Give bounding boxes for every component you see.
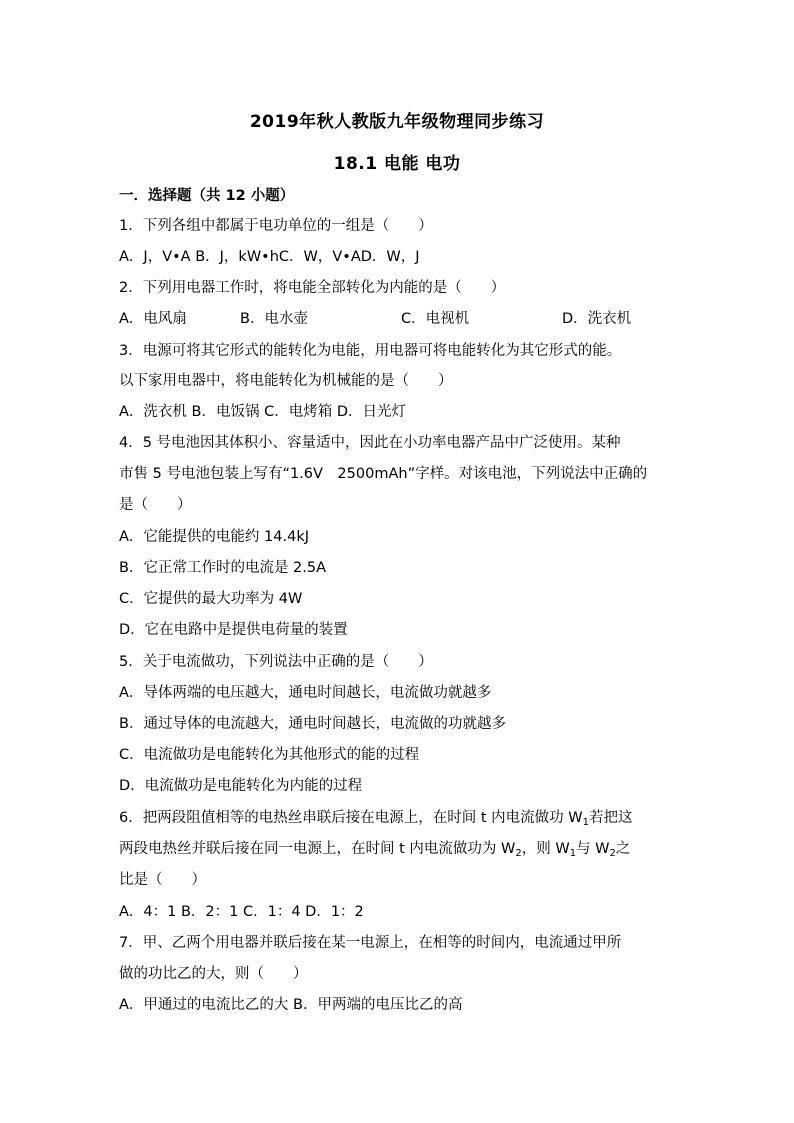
question-6-options: A．4：1 B．2：1 C．1：4 D．1：2	[119, 904, 364, 920]
question-3-options: A．洗衣机 B．电饭锅 C．电烤箱 D．日光灯	[119, 404, 406, 420]
question-3-stem-line-1: 3．电源可将其它形式的能转化为电能，用电器可将电能转化为其它形式的能。	[119, 343, 622, 359]
question-6-stem-line-3: 比是（ ）	[119, 872, 206, 888]
question-5-option-d: D．电流做功是电能转化为内能的过程	[119, 778, 363, 794]
document-title: 2019年秋人教版九年级物理同步练习	[249, 112, 545, 132]
question-2-stem: 2．下列用电器工作时，将电能全部转化为内能的是（ ）	[119, 280, 506, 296]
section-heading: 一．选择题（共 12 小题）	[119, 188, 295, 204]
question-4-stem-line-1: 4．5 号电池因其体积小、容量适中，因此在小功率电器产品中广泛使用。某种	[119, 435, 621, 451]
question-3-stem-line-2: 以下家用电器中，将电能转化为机械能的是（ ）	[119, 373, 453, 389]
question-2-option-c: C．电视机	[401, 311, 470, 327]
question-4-option-d: D．它在电路中是提供电荷量的装置	[119, 622, 348, 638]
question-6-stem-line-2: 两段电热丝并联后接在同一电源上，在时间 t 内电流做功为 $W_2$，则 $W_1$与 $W_2$之	[119, 841, 631, 859]
question-2-option-d: D．洗衣机	[562, 311, 632, 327]
question-7-options: A．甲通过的电流比乙的大 B．甲两端的电压比乙的高	[119, 997, 463, 1013]
question-7-stem-line-1: 7．甲、乙两个用电器并联后接在某一电源上，在相等的时间内，电流通过甲所	[119, 935, 622, 951]
document-subtitle: 18.1 电能 电功	[333, 154, 461, 174]
question-4-option-a: A．它能提供的电能约 14.4kJ	[119, 529, 309, 545]
question-5-option-b: B．通过导体的电流越大，通电时间越长，电流做的功就越多	[119, 716, 506, 732]
question-5-stem: 5．关于电流做功，下列说法中正确的是（ ）	[119, 654, 433, 670]
question-4-option-c: C．它提供的最大功率为 4W	[119, 591, 303, 607]
question-7-stem-line-2: 做的功比乙的大，则（ ）	[119, 966, 308, 982]
question-2-option-a: A．电风扇	[119, 311, 187, 327]
question-4-stem-line-2: 市售 5 号电池包装上写有“1.6V 2500mAh”字样。对该电池，下列说法中正确的	[119, 466, 648, 482]
question-2-option-b: B．电水壶	[240, 311, 308, 327]
question-5-option-a: A．导体两端的电压越大，通电时间越长，电流做功就越多	[119, 685, 492, 701]
question-4-option-b: B．它正常工作时的电流是 2.5A	[119, 560, 327, 576]
question-5-option-c: C．电流做功是电能转化为其他形式的能的过程	[119, 747, 420, 763]
question-6-stem-line-1: 6．把两段阻值相等的电热丝串联后接在电源上，在时间 t 内电流做功 $W_1$若把这	[119, 810, 633, 828]
question-1-options: A．J，V•A B．J，kW•hC．W，V•AD．W，J	[119, 249, 420, 265]
question-2-options	[119, 309, 679, 329]
question-4-stem-line-3: 是（ ）	[119, 497, 192, 513]
question-1-stem: 1．下列各组中都属于电功单位的一组是（ ）	[119, 218, 433, 234]
